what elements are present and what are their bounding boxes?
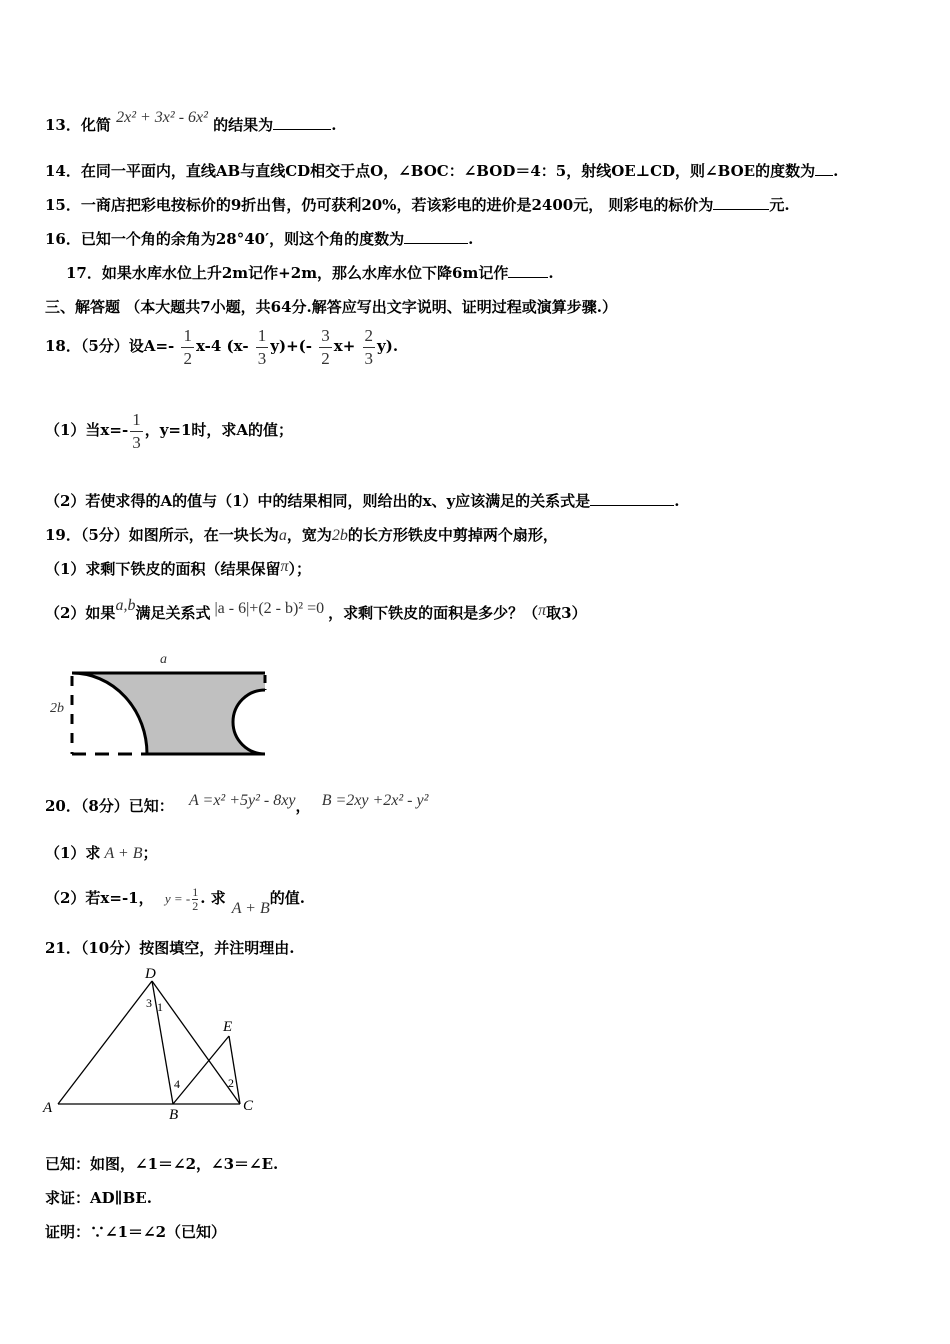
- q20-sub1-end: ；: [142, 844, 158, 862]
- q14-text: 14．在同一平面内，直线AB与直线CD相交于点O，∠BOC：∠BOD＝4：5，射线OE⊥CD，则∠BOE的度数为: [45, 162, 816, 180]
- q13-expression: 2x² + 3x² - 6x²: [116, 109, 208, 126]
- section-3-text: 三、解答题 （本大题共7小题，共64分.解答应写出文字说明、证明过程或演算步骤.）: [45, 298, 617, 316]
- angle-3-label: 3: [146, 996, 152, 1010]
- numerator: 1: [192, 884, 199, 899]
- prove-statement: [45, 1188, 152, 1208]
- segment-EC: [229, 1036, 240, 1104]
- q21-label: 21．（10分）按图填空，并注明理由.: [45, 939, 295, 957]
- q18-part: x+: [333, 337, 356, 355]
- fraction: [130, 409, 143, 454]
- q18-sub1-text: ，y=1时，求A的值；: [144, 421, 294, 439]
- expression-B: B =2xy +2x² - y²: [321, 792, 429, 809]
- expression-A-plus-B: A + B: [104, 845, 143, 862]
- geometry-figure: [40, 962, 270, 1122]
- question-20: [45, 792, 429, 817]
- numerator: 3: [319, 325, 332, 348]
- point-B-label: B: [169, 1107, 179, 1122]
- point-A-label: A: [43, 1100, 53, 1116]
- angle-1-label: 1: [157, 1000, 163, 1014]
- answer-blank[interactable]: [713, 195, 769, 210]
- q18-label: 18．（5分）设A=-: [45, 337, 175, 355]
- question-16: [45, 229, 473, 249]
- q18-sub1-text: （1）当x=-: [45, 421, 129, 439]
- numerator: 2: [363, 325, 376, 348]
- proof-statement: [45, 1222, 226, 1242]
- var-a: a: [278, 527, 287, 544]
- denominator: 2: [183, 348, 192, 368]
- q20-sub2-text: （2）若x=-1，: [45, 889, 154, 907]
- question-18-part-2: [45, 491, 679, 511]
- q13-tail: 的结果为: [213, 116, 274, 134]
- q18-part: x-4 (x-: [195, 337, 249, 355]
- y-value: y = -: [164, 891, 191, 906]
- fraction: [256, 325, 269, 370]
- remaining-region: [72, 673, 265, 754]
- q18-sub2-end: .: [674, 492, 680, 510]
- fraction: [181, 325, 194, 370]
- answer-blank[interactable]: [508, 263, 548, 278]
- given-statement: [45, 1154, 278, 1174]
- rectangle-sector-figure: [40, 648, 280, 760]
- question-18: [45, 324, 398, 370]
- fraction: [363, 325, 376, 370]
- question-14: [45, 161, 838, 181]
- question-20-part-1: [45, 843, 158, 864]
- q16-text: 16．已知一个角的余角为28°40′，则这个角的度数为: [45, 230, 405, 248]
- fraction: [192, 886, 198, 913]
- q19-text: 19．（5分）如图所示，在一块长为: [45, 526, 279, 544]
- q18-sub2-text: （2）若使求得的A的值与（1）中的结果相同，则给出的x、y应该满足的关系式是: [45, 492, 591, 510]
- pi-symbol: π: [538, 602, 547, 619]
- q20-sub2-text: 的值.: [269, 889, 305, 907]
- q20-sub1-text: （1）求: [45, 844, 101, 862]
- section-3-heading: [45, 297, 617, 317]
- question-20-part-2: [45, 880, 305, 917]
- proof-text: 证明：∵∠1＝∠2（已知）: [45, 1223, 227, 1241]
- pi-symbol: π: [280, 558, 289, 575]
- comma: ，: [295, 797, 311, 815]
- q18-part: y)+(-: [270, 337, 313, 355]
- given-text: 已知：如图，∠1＝∠2，∠3＝∠E.: [45, 1155, 279, 1173]
- point-D-label: D: [145, 966, 156, 982]
- q19-condition-expression: |a - 6|+(2 - b)² =0: [214, 600, 325, 617]
- segment-AD: [58, 981, 152, 1104]
- q16-end: .: [468, 230, 474, 248]
- answer-blank[interactable]: [815, 161, 833, 176]
- label-2b: 2b: [50, 701, 64, 716]
- q19-sub2-text: 满足关系式: [135, 604, 211, 622]
- q19-text: 的长方形铁皮中剪掉两个扇形，: [347, 526, 558, 544]
- denominator: 3: [132, 432, 141, 452]
- question-18-part-1: [45, 408, 293, 454]
- q15-text: 15．一商店把彩电按标价的9折出售，仍可获利20%，若该彩电的进价是2400元， 则彩电的标价为: [45, 196, 714, 214]
- question-19-part-1: [45, 559, 311, 580]
- answer-blank[interactable]: [404, 229, 468, 244]
- question-19-part-2: [45, 597, 587, 624]
- q19-sub1-text: （1）求剩下铁皮的面积（结果保留: [45, 560, 281, 578]
- q20-label: 20．（8分）已知：: [45, 797, 174, 815]
- q17-end: .: [548, 264, 554, 282]
- question-21: [45, 938, 294, 958]
- expression-A-plus-B: A + B: [231, 900, 270, 917]
- angle-2-label: 2: [228, 1076, 234, 1090]
- q19-text: ，宽为: [286, 526, 332, 544]
- question-13: [45, 109, 337, 136]
- q15-end: 元.: [769, 196, 790, 214]
- q17-text: 17．如果水库水位上升2m记作+2m，那么水库水位下降6m记作: [66, 264, 509, 282]
- fraction: [319, 325, 332, 370]
- q19-sub2-text: （2）如果: [45, 604, 116, 622]
- answer-blank[interactable]: [273, 115, 331, 130]
- segment-DC: [152, 981, 240, 1104]
- denominator: 2: [321, 348, 330, 368]
- q19-sub1-end: ）；: [288, 560, 311, 578]
- var-2b: 2b: [331, 527, 348, 544]
- q19-sub2-text: 取3）: [546, 604, 587, 622]
- question-17: [66, 263, 554, 283]
- q13-prefix: 13．化简: [45, 116, 111, 134]
- expression-A: A =x² +5y² - 8xy: [189, 792, 296, 809]
- q13-end: .: [331, 116, 337, 134]
- q18-part: y).: [377, 337, 399, 355]
- segment-BE: [173, 1036, 229, 1104]
- q14-end: .: [833, 162, 839, 180]
- denominator: 3: [257, 348, 267, 368]
- q19-sub2-text: ，求剩下铁皮的面积是多少？（: [328, 604, 539, 622]
- point-E-label: E: [223, 1019, 233, 1035]
- point-C-label: C: [243, 1098, 254, 1114]
- q20-sub2-text: . 求: [200, 889, 226, 907]
- denominator: 2: [192, 898, 199, 913]
- angle-4-label: 4: [174, 1077, 180, 1091]
- answer-blank[interactable]: [590, 491, 674, 506]
- prove-text: 求证：AD∥BE.: [45, 1189, 152, 1207]
- numerator: 1: [256, 325, 269, 348]
- denominator: 3: [364, 348, 373, 368]
- numerator: 1: [181, 325, 194, 348]
- numerator: 1: [130, 409, 143, 432]
- vars-ab: a,b: [115, 597, 136, 614]
- question-15: [45, 195, 790, 215]
- question-19: [45, 525, 558, 546]
- label-a: a: [160, 652, 167, 667]
